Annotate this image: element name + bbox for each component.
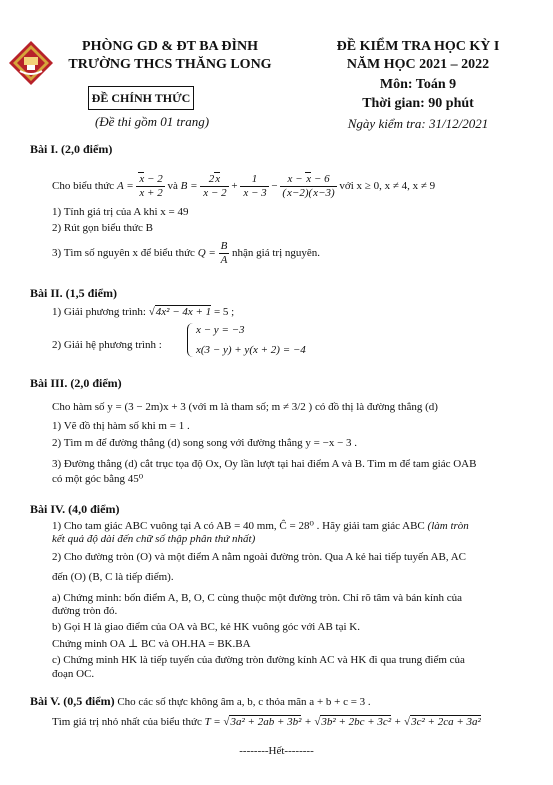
section-4-qc2: đoạn OC. bbox=[52, 668, 95, 680]
system-eq-1: x − y = −3 bbox=[196, 324, 245, 336]
section-4-p2: 2) Cho đường tròn (O) và một điểm A nằm ngoài đường tròn. Qua A kẻ hai tiếp tuyến AB, AC bbox=[52, 551, 467, 563]
page-count: (Đề thi gồm 01 trang) bbox=[94, 114, 210, 129]
school-logo-icon bbox=[8, 40, 54, 86]
footer-end: --------Hết-------- bbox=[239, 745, 314, 757]
section-3-q2: 2) Tìm m để đường thẳng (d) song song với đường thẳng y = −x − 3 . bbox=[52, 437, 358, 449]
section-1-q3: 3) Tìm số nguyên x để biểu thức Q = $\frac{B}{A}$ nhận giá trị nguyên. bbox=[52, 240, 321, 266]
section-1-q1: 1) Tính giá trị của A khi x = 49 bbox=[52, 206, 189, 218]
section-2-q2: 2) Giải hệ phương trình : bbox=[52, 339, 162, 351]
section-2-title: Bài II. (1,5 điểm) bbox=[30, 286, 117, 300]
section-4-p2b: đến (O) (B, C là tiếp điểm). bbox=[52, 571, 174, 583]
school-year: NĂM HỌC 2021 – 2022 bbox=[346, 57, 490, 72]
system-brace bbox=[187, 323, 196, 357]
section-3-q3b: có một góc bằng 45⁰ bbox=[52, 473, 144, 485]
section-3-title: Bài III. (2,0 điểm) bbox=[30, 376, 122, 390]
section-5-title: Bài V. (0,5 điểm) bbox=[30, 694, 115, 708]
section-3-q3a: 3) Đường thẳng (d) cắt trục tọa độ Ox, Oy lần lượt tại hai điểm A và B. Tìm m để tam giác OAB bbox=[52, 458, 477, 470]
section-5-intro: Bài V. (0,5 điểm) Cho các số thực không âm a, b, c thỏa mãn a + b + c = 3 . bbox=[30, 694, 371, 708]
exam-title: ĐỀ KIỂM TRA HỌC KỲ I bbox=[336, 39, 500, 54]
system-eq-2: x(3 − y) + y(x + 2) = −4 bbox=[196, 344, 306, 356]
section-4-p1: 1) Cho tam giác ABC vuông tại A có AB = 40 mm, Ĉ = 28⁰ . Hãy giải tam giác ABC (làm tròn bbox=[52, 520, 469, 532]
exam-date: Ngày kiểm tra: 31/12/2021 bbox=[347, 116, 489, 131]
section-4-qc: c) Chứng minh HK là tiếp tuyến của đường tròn đường kính AC và HK đi qua trung điểm của bbox=[52, 654, 465, 666]
subject: Môn: Toán 9 bbox=[379, 77, 457, 92]
school-name: TRƯỜNG THCS THĂNG LONG bbox=[68, 57, 272, 72]
section-3-q1: 1) Vẽ đồ thị hàm số khi m = 1 . bbox=[52, 420, 190, 432]
section-4-p1-note: kết quả độ dài đến chữ số thập phân thứ nhất) bbox=[52, 533, 256, 545]
section-4-qa: a) Chứng minh: bốn điểm A, B, O, C cùng thuộc một đường tròn. Chỉ rõ tâm và bán kính của bbox=[52, 592, 463, 604]
section-5-ask: Tìm giá trị nhỏ nhất của biểu thức T = √3a² + 2ab + 3b² + √3b² + 2bc + 3c² + √3c² + 2ca + 3a² bbox=[52, 716, 481, 728]
section-1-formula: Cho biểu thức A = $\frac{x - 2}{x + 2}$ và B = $\frac{2x}{x - 2}$ + $\frac{1}{x - 3}$ − $\frac{x - x - 6}{(x-2)(x-3)}$ với x ≥ 0, x ≠ 4, x ≠ 9 bbox=[52, 173, 436, 199]
official-badge: ĐỀ CHÍNH THỨC bbox=[88, 86, 194, 110]
section-2-q1: 1) Giải phương trình: √4x² − 4x + 1 = 5 ; bbox=[52, 306, 235, 318]
section-4-qa2: đường tròn đó. bbox=[52, 605, 118, 617]
section-4-qb2: Chứng minh OA ⊥ BC và OH.HA = BK.BA bbox=[52, 638, 251, 650]
school-dept: PHÒNG GD & ĐT BA ĐÌNH bbox=[82, 39, 258, 54]
section-1-q2: 2) Rút gọn biểu thức B bbox=[52, 222, 153, 234]
section-1-title: Bài I. (2,0 điểm) bbox=[30, 142, 113, 156]
exam-time: Thời gian: 90 phút bbox=[362, 96, 474, 111]
section-4-title: Bài IV. (4,0 điểm) bbox=[30, 502, 120, 516]
section-3-intro: Cho hàm số y = (3 − 2m)x + 3 (với m là tham số; m ≠ 3/2 ) có đồ thị là đường thẳng (d) bbox=[52, 401, 438, 413]
section-4-qb: b) Gọi H là giao điểm của OA và BC, kẻ HK vuông góc với AB tại K. bbox=[52, 621, 360, 633]
